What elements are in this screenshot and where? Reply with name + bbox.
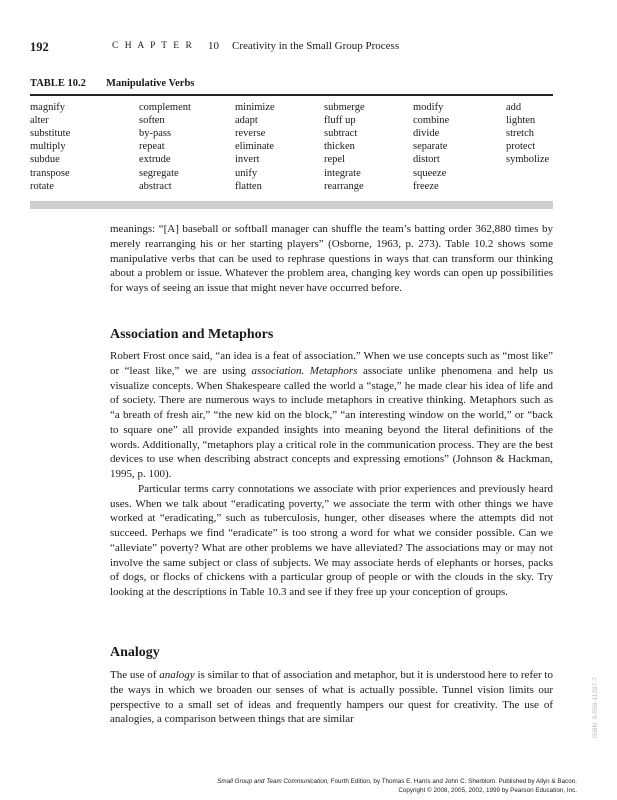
table-cell: magnify	[30, 101, 65, 113]
table-cell: minimize	[235, 101, 275, 113]
table-cell: extrude	[139, 154, 171, 166]
table-cell: unify	[235, 167, 258, 179]
table-cell: symbolize	[506, 154, 550, 166]
table-cell: separate	[413, 141, 448, 153]
table-cell: stretch	[506, 127, 534, 139]
section-heading-association: Association and Metaphors	[110, 327, 274, 342]
body-paragraph-3	[110, 668, 553, 727]
table-cell: adapt	[235, 114, 258, 126]
table-number: TABLE 10.2	[30, 78, 86, 89]
chapter-number: 10	[208, 40, 219, 52]
table-cell: reverse	[235, 127, 266, 139]
table-cell: modify	[413, 101, 444, 113]
table-cell: distort	[413, 154, 440, 166]
paragraph-text	[110, 349, 553, 482]
chapter-label: C H A P T E R	[112, 41, 194, 51]
table-bottom-bar	[30, 201, 553, 209]
isbn-watermark: ISBN: 0-558-11287-7	[592, 677, 599, 738]
table-cell: subtract	[324, 127, 358, 139]
table-cell: substitute	[30, 127, 71, 139]
table-column	[506, 101, 549, 167]
footer-credits: Fourth Edition, by Thomas E. Harris and John C. Sherblom. Published by Allyn & Bacon.	[328, 778, 577, 785]
footer-book-title: Small Group and Team Communication,	[217, 778, 329, 785]
table-cell: protect	[506, 141, 536, 153]
text-run: The use of	[110, 669, 160, 681]
table-column	[30, 101, 70, 193]
table-cell: rearrange	[324, 180, 364, 192]
table-cell: subdue	[30, 154, 60, 166]
table-cell: thicken	[324, 141, 355, 153]
table-cell: flatten	[235, 180, 262, 192]
table-cell: invert	[235, 154, 260, 166]
table-cell: complement	[139, 101, 191, 113]
text-run: Robert Frost once said, “an idea is a feat of association.” When we use concepts such as “most like” or “least like,” we are using	[110, 350, 553, 377]
table-grid	[30, 101, 553, 197]
table-cell: fluff up	[324, 114, 356, 126]
table-cell: squeeze	[413, 167, 447, 179]
table-title: Manipulative Verbs	[106, 78, 195, 89]
table-cell: segregate	[139, 167, 179, 179]
table-cell: add	[506, 101, 522, 113]
paragraph-text: Particular terms carry connotations we associate with prior experiences and previously heard uses. When we talk about “eradicating poverty,” we associate the term with other things we have worked at “eradicating,” such as tuberculosis, hunger, other diseases where the attempts did not succeed. Perhaps we find “eradicate” is too strong a word for what we consider possible. Can we “alleviate” poverty? What are other problems we have alleviated? The associations may or may not involve the same subject or class of subjects. We may associate herds of elephants or horses, packs of dogs, or flocks of chickens with a particular group of people or with the clouds in the sky. Try looking at the descriptions in Table 10.3 and see if they free up your conception of groups.	[110, 482, 553, 598]
footer-line-2: Copyright © 2008, 2005, 2002, 1999 by Pearson Education, Inc.	[398, 786, 577, 794]
table-column	[413, 101, 449, 193]
body-paragraph-1	[110, 222, 553, 296]
table-cell: transpose	[30, 167, 70, 179]
manipulative-verbs-table	[30, 78, 553, 197]
text-run: is similar to that of association and metaphor, but it is understood here to refer to the ways in which we broaden our senses of what is actually possible. Tunnel vision limits our perspective to a small set of ideas and frequently hampers our quest for creativity. The use of analogies, a comparison between things that are similar	[110, 669, 553, 726]
section-heading-analogy: Analogy	[110, 645, 160, 660]
running-header	[30, 40, 557, 60]
text-run: associate unlike phenomena and help us visualize concepts. When Shakespeare called the world a “stage,” he made clear his idea of life and of society. There are numerous ways to include metaphors in creative thinking. Metaphors such as “a breath of fresh air,” “the new kid on the block,” “an interesting window on the world,” or “back to square one” all provide expanded insights into meaning beyond the literal definitions of the words. Additionally, “metaphors play a critical role in the communication process. They are the best devices to use when describing abstract concepts and expressing emotions” (Johnson & Hackman, 1995, p. 100).	[110, 364, 553, 480]
table-cell: multiply	[30, 141, 66, 153]
chapter-title: Creativity in the Small Group Process	[232, 40, 400, 52]
copyright-footer	[217, 778, 577, 795]
table-cell: lighten	[506, 114, 536, 126]
table-cell: submerge	[324, 101, 365, 113]
table-column	[139, 101, 191, 193]
footer-line-1	[217, 778, 577, 787]
table-top-rule	[30, 94, 553, 96]
table-cell: alter	[30, 114, 49, 126]
table-cell: divide	[413, 127, 440, 139]
body-paragraph-2	[110, 349, 553, 600]
table-cell: repeat	[139, 141, 165, 153]
emphasis-text: association. Metaphors	[251, 364, 358, 377]
table-cell: eliminate	[235, 141, 275, 153]
table-cell: abstract	[139, 180, 172, 192]
table-column	[324, 101, 365, 193]
table-caption	[30, 78, 553, 92]
table-cell: soften	[139, 114, 165, 126]
table-cell: rotate	[30, 180, 54, 192]
table-cell: repel	[324, 154, 345, 166]
table-cell: by-pass	[139, 127, 172, 139]
paragraph-text	[110, 668, 553, 727]
table-cell: integrate	[324, 167, 361, 179]
page-number: 192	[30, 40, 49, 54]
paragraph-text: meanings: “[A] baseball or softball manager can shuffle the team’s batting order 362,880 times by merely rearranging his or her starting players” (Osborne, 1963, p. 273). Table 10.2 shows some manipulative verbs that can be used to rephrase questions in ways that can transform our thinking about a problem or issue. Whatever the problem area, changing key words can open up possibilities for ways of seeing an issue that might never have occurred before.	[110, 223, 553, 294]
emphasis-text: analogy	[159, 669, 195, 681]
table-column	[235, 101, 275, 193]
table-cell: freeze	[413, 180, 439, 192]
table-cell: combine	[413, 114, 450, 126]
